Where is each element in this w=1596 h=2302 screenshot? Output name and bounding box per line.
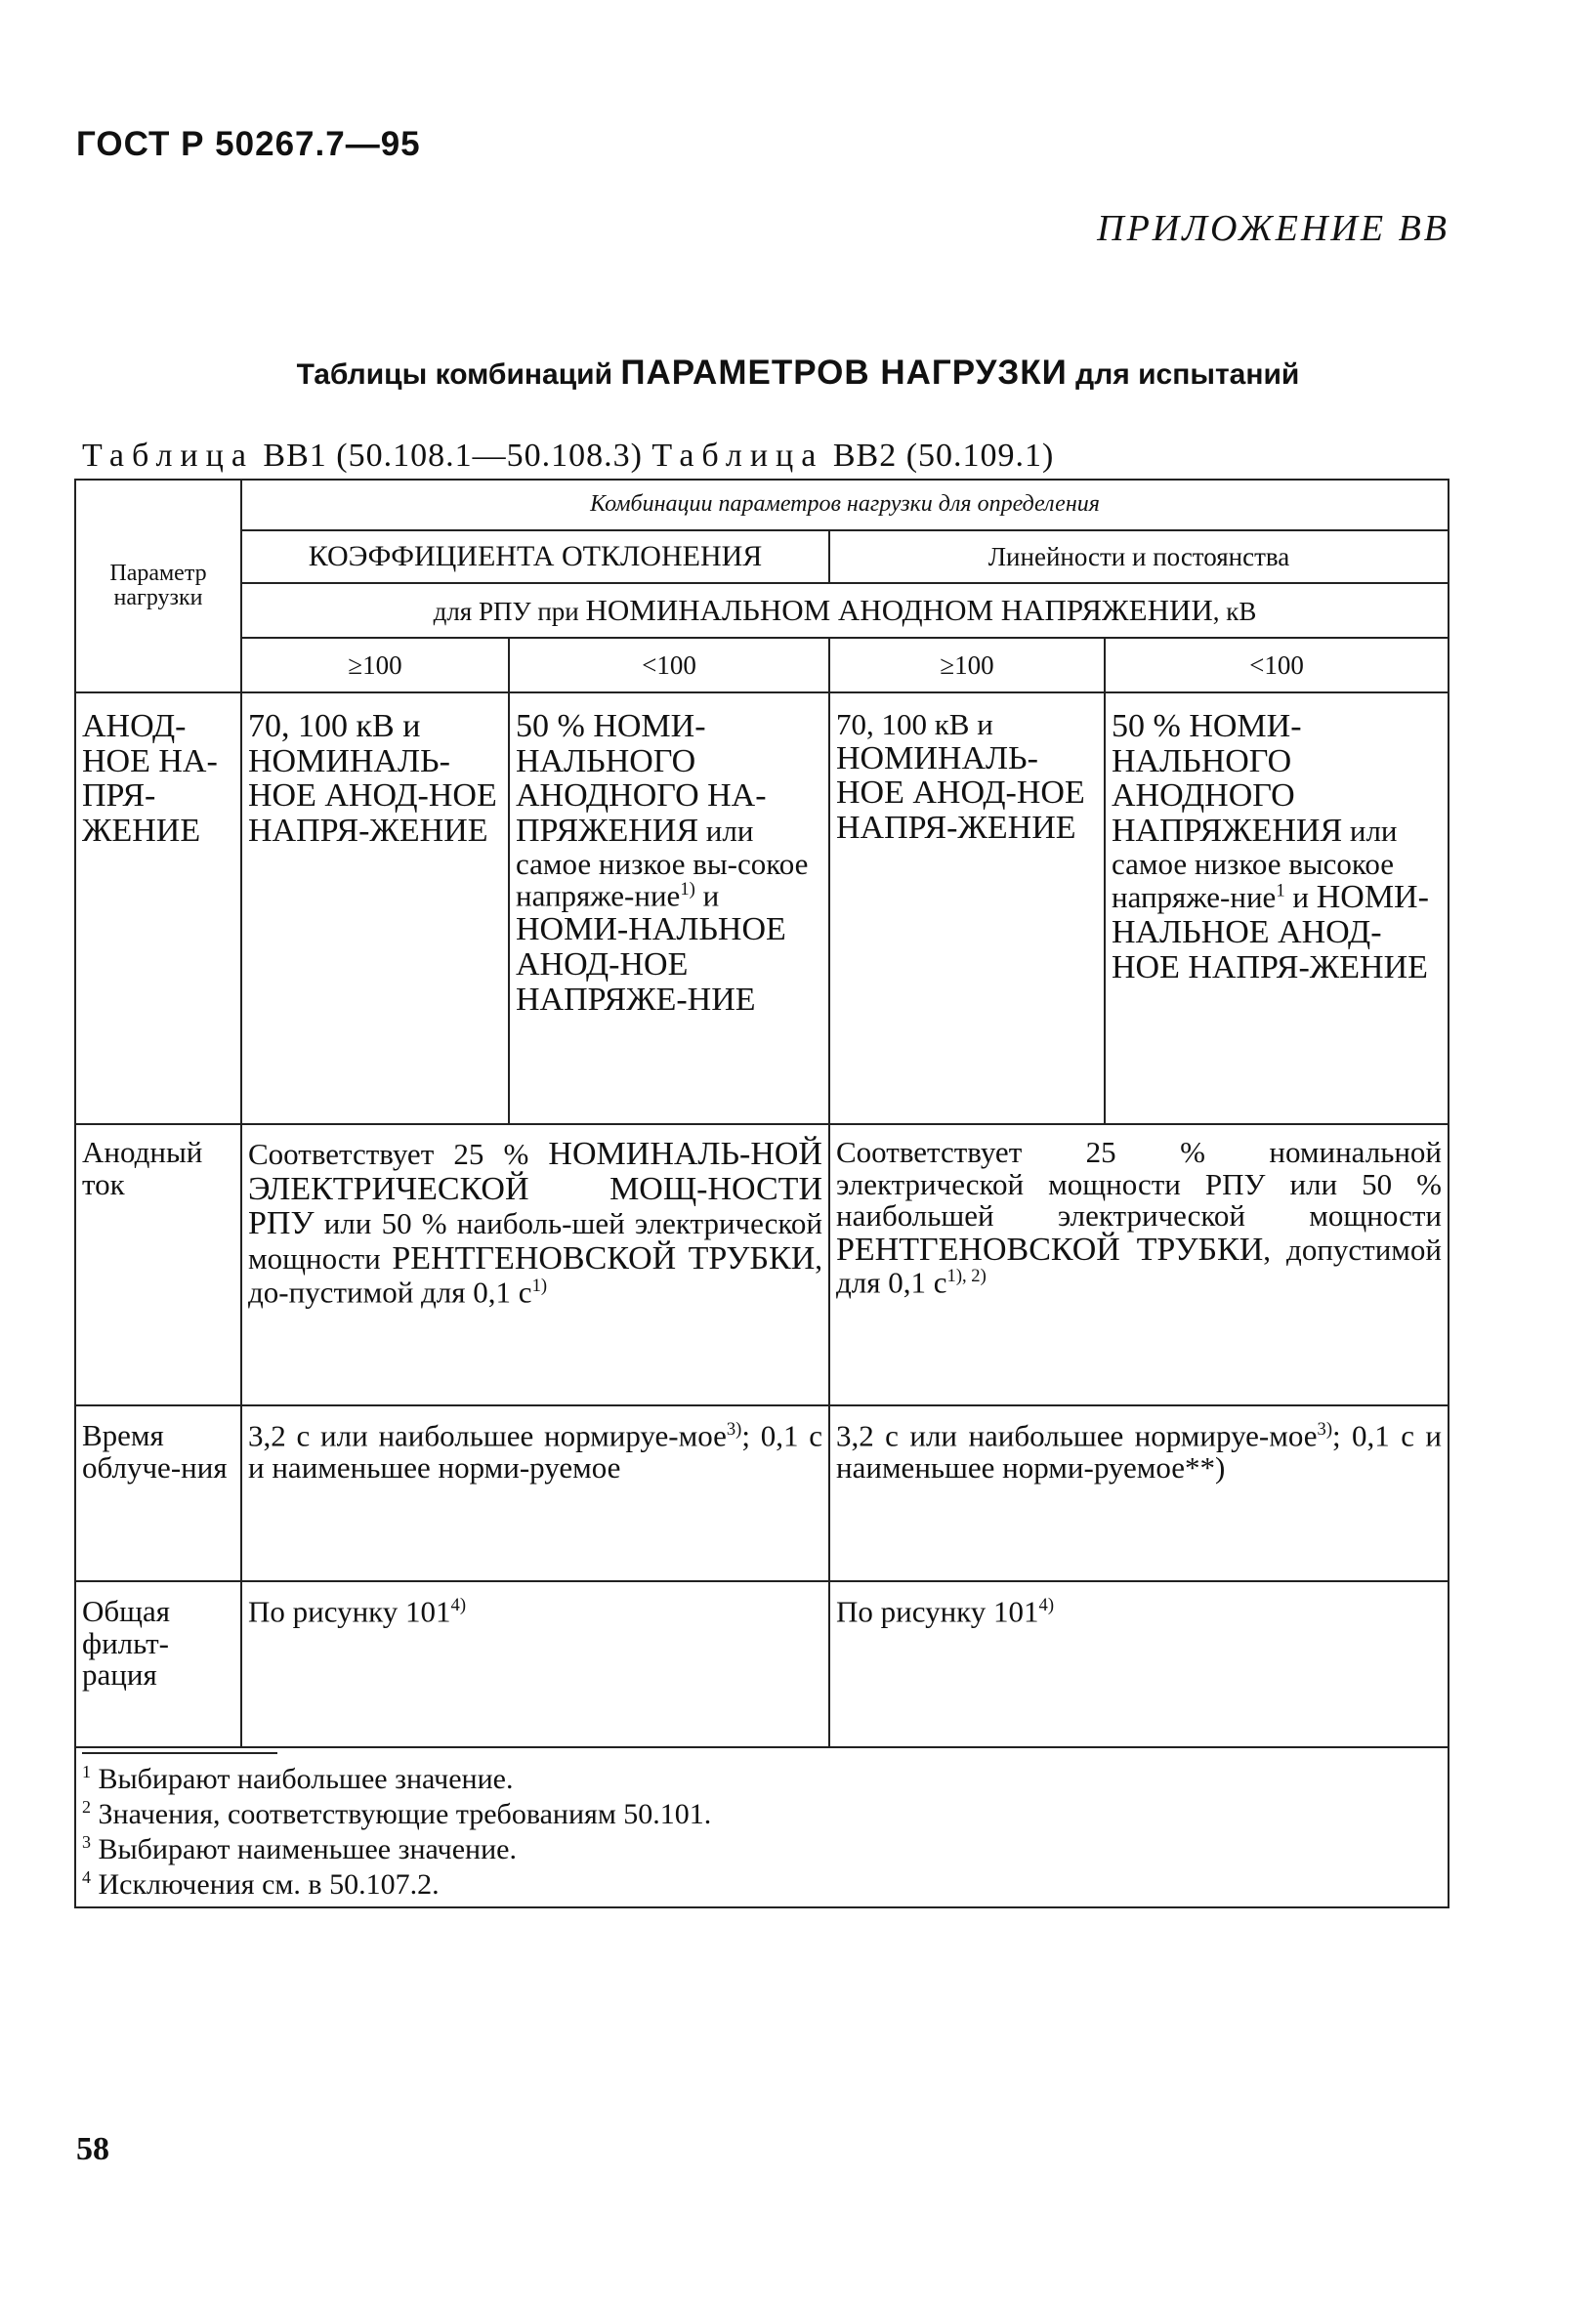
param-anode-voltage: АНОД-НОЕ НА-ПРЯ-ЖЕНИЕ [75,692,241,1124]
caption-label-2: Таблица [651,438,824,474]
voltage-header [241,583,1449,638]
param-exposure-time: Время облуче-ния [75,1405,241,1581]
notes-separator [82,1752,277,1754]
anode-current-left-4: РЕНТГЕНОВСКОЙ ТРУБКИ [392,1240,816,1277]
note-1-text: Выбирают наибольшее значение. [91,1763,514,1795]
param-anode-current: Анодный ток [75,1124,241,1405]
notes-row [75,1747,1449,1907]
sub-header-2: <100 [509,638,829,692]
anode-voltage-col2-text-b: или самое низкое вы-сокое напряже-ние [516,814,809,913]
anode-current-left-5: , до-пустимой для 0,1 с [248,1241,823,1310]
exposure-time-left [241,1405,829,1581]
exposure-time-right [829,1405,1449,1581]
total-filtration-left-sup: 4) [450,1595,467,1615]
row-total-filtration [75,1581,1449,1747]
anode-voltage-col2 [509,692,829,1124]
sub-header-4: <100 [1105,638,1449,692]
note-4 [82,1867,1442,1903]
anode-current-right-1: Соответствует 25 % номинальной электрической мощности РПУ или 50 % наибольшей электрической мощности [836,1135,1443,1234]
row-anode-current [75,1124,1449,1405]
anode-current-left-3: или 50 % наиболь-шей электрической мощности [248,1206,822,1277]
anode-voltage-col4-text-b: или самое низкое высокое напряже-ние [1112,814,1398,915]
param-header: Параметр нагрузки [75,480,241,692]
anode-voltage-col2-caps-a: 50 % НОМИ-НАЛЬНОГО АНОДНОГО НА-ПРЯЖЕНИЯ [516,708,767,850]
note-1 [82,1762,1442,1797]
table-container [74,479,1448,1908]
voltage-header-caps: НОМИНАЛЬНОМ АНОДНОМ НАПРЯЖЕНИИ [585,592,1213,627]
anode-voltage-col3 [829,692,1105,1124]
exposure-time-left-2: ; 0,1 с и наименьшее норми-руемое [248,1418,823,1485]
main-title [0,354,1596,393]
anode-current-right-3: , допустимой для 0,1 с [836,1232,1443,1300]
exposure-time-left-sup: 3) [726,1419,742,1440]
exposure-time-right-1: 3,2 с или наибольшее нормируе-мое [836,1418,1318,1453]
notes-cell [75,1747,1449,1907]
note-4-text: Исключения см. в 50.107.2. [91,1868,440,1901]
group-header-1: КОЭФФИЦИЕНТА ОТКЛОНЕНИЯ [241,530,829,583]
total-filtration-right [829,1581,1449,1747]
anode-current-right-2: РЕНТГЕНОВСКОЙ ТРУБКИ [836,1231,1264,1268]
document-code: ГОСТ Р 50267.7—95 [76,125,421,163]
caption-label-1: Таблица [82,438,254,474]
appendix-label: ПРИЛОЖЕНИЕ ВВ [1097,208,1449,249]
note-3 [82,1832,1442,1867]
title-part-1: Таблицы комбинаций [296,358,621,391]
header-row-3 [75,583,1449,638]
anode-voltage-col3-text-a: 70, 100 кВ и [836,707,993,741]
anode-voltage-col4-caps-d: НОМИ-НАЛЬНОЕ АНОД-НОЕ НАПРЯ-ЖЕНИЕ [1112,879,1429,985]
voltage-header-post: , кВ [1212,596,1257,626]
sub-header-3: ≥100 [829,638,1105,692]
group-header-2: Линейности и постоянства [829,530,1449,583]
caption-table-1: ВВ1 (50.108.1—50.108.3) [253,438,652,474]
title-part-2: ПАРАМЕТРОВ НАГРУЗКИ [620,354,1068,392]
header-row-2 [75,530,1449,583]
anode-voltage-col4 [1105,692,1449,1124]
note-2 [82,1797,1442,1832]
note-2-num: 2 [82,1797,91,1817]
total-filtration-right-1: По рисунку 101 [836,1594,1039,1629]
voltage-header-pre: для РПУ при [433,596,586,626]
total-filtration-left [241,1581,829,1747]
exposure-time-left-1: 3,2 с или наибольшее нормируе-мое [248,1418,727,1453]
row-exposure-time [75,1405,1449,1581]
anode-voltage-col2-text-c: и [694,878,720,913]
total-filtration-right-sup: 4) [1038,1595,1055,1615]
anode-current-left [241,1124,829,1405]
load-parameters-table [74,479,1449,1908]
anode-current-right [829,1124,1449,1405]
anode-voltage-col1: 70, 100 кВ и НОМИНАЛЬ-НОЕ АНОД-НОЕ НАПРЯ-ЖЕНИЕ [241,692,509,1124]
row-anode-voltage [75,692,1449,1124]
anode-voltage-col2-sup: 1) [680,879,695,900]
header-row-1 [75,480,1449,530]
note-1-num: 1 [82,1762,91,1781]
param-total-filtration: Общая фильт-рация [75,1581,241,1747]
anode-current-right-sup: 1), 2) [946,1266,987,1287]
anode-voltage-col3-caps-b: НОМИНАЛЬ-НОЕ АНОД-НОЕ НАПРЯ-ЖЕНИЕ [836,739,1085,846]
note-3-text: Выбирают наименьшее значение. [91,1833,517,1865]
header-row-4 [75,638,1449,692]
exposure-time-right-sup: 3) [1317,1419,1333,1440]
exposure-time-right-2: ; 0,1 с и наименьшее норми-руемое**) [836,1418,1443,1485]
sub-header-1: ≥100 [241,638,509,692]
total-filtration-left-1: По рисунку 101 [248,1594,451,1629]
anode-voltage-col4-sup: 1 [1276,880,1285,901]
caption-table-2: ВВ2 (50.109.1) [823,438,1055,474]
note-3-num: 3 [82,1832,91,1852]
table-caption [82,438,1054,475]
anode-voltage-col2-caps-d: НОМИ-НАЛЬНОЕ АНОД-НОЕ НАПРЯЖЕ-НИЕ [516,911,786,1018]
note-2-text: Значения, соответствующие требованиям 50.101. [91,1798,712,1830]
anode-current-left-1: Соответствует 25 % [248,1137,549,1171]
title-part-3: для испытаний [1067,358,1300,391]
anode-current-left-2: НОМИНАЛЬ-НОЙ ЭЛЕКТРИЧЕСКОЙ МОЩ-НОСТИ РПУ [248,1136,822,1242]
anode-current-left-sup: 1) [531,1275,548,1296]
page-number: 58 [76,2131,109,2167]
note-4-num: 4 [82,1867,91,1887]
combo-header: Комбинации параметров нагрузки для определения [241,480,1449,530]
anode-voltage-col4-caps-a: 50 % НОМИ-НАЛЬНОГО АНОДНОГО НАПРЯЖЕНИЯ [1112,708,1343,850]
anode-voltage-col4-text-c: и [1284,880,1317,915]
